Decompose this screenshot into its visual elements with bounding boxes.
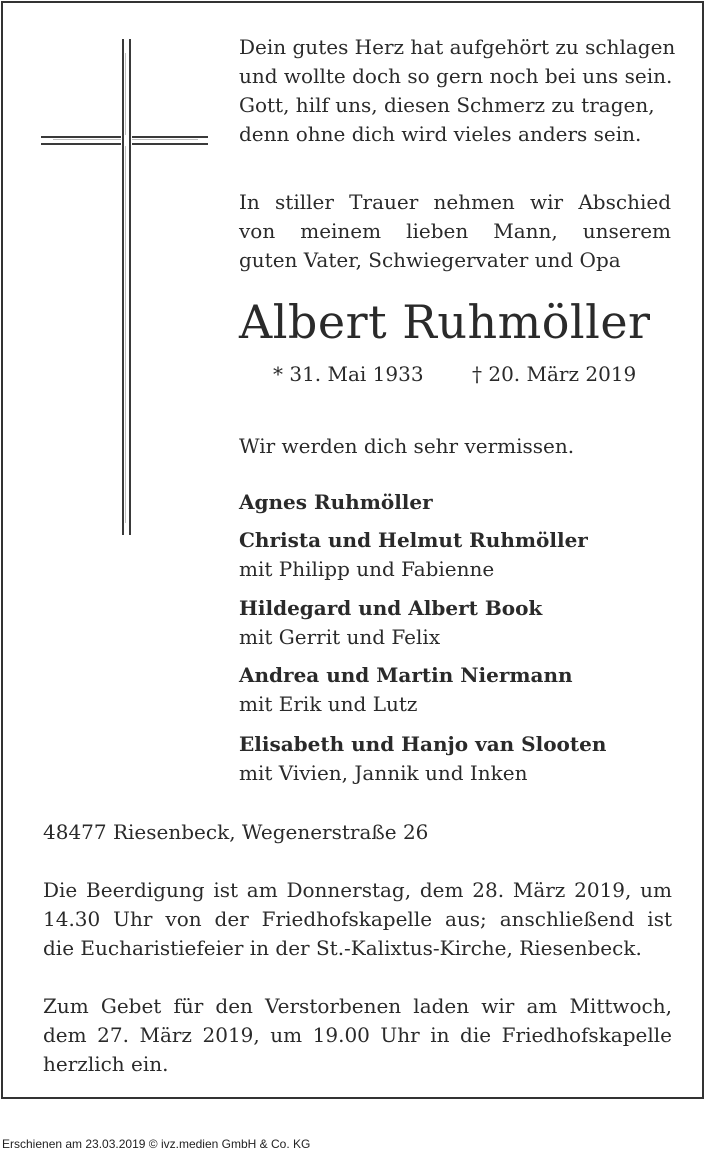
intro-line: In stiller Trauer nehmen wir Abschied: [239, 190, 671, 214]
farewell-line: Wir werden dich sehr vermissen.: [239, 434, 575, 458]
deceased-name: Albert Ruhmöller: [239, 295, 651, 349]
family-member-children: mit Philipp und Fabienne: [239, 557, 495, 581]
poem-line: und wollte doch so gern noch bei uns sein.: [239, 64, 673, 88]
family-member-name: Christa und Helmut Ruhmöller: [239, 528, 588, 552]
cross-icon: [3, 3, 243, 563]
family-member-name: Elisabeth und Hanjo van Slooten: [239, 732, 607, 756]
intro-line: von meinem lieben Mann, unserem: [239, 219, 671, 243]
family-member-name: Agnes Ruhmöller: [239, 490, 433, 514]
prayer-line: herzlich ein.: [43, 1052, 169, 1076]
funeral-line: die Eucharistiefeier in der St.-Kalixtus-Kirche, Riesenbeck.: [43, 936, 642, 960]
intro-line: guten Vater, Schwiegervater und Opa: [239, 248, 621, 272]
death-date: † 20. März 2019: [472, 362, 637, 386]
poem-line: Gott, hilf uns, diesen Schmerz zu tragen,: [239, 93, 655, 117]
family-member-children: mit Erik und Lutz: [239, 692, 418, 716]
family-member-name: Andrea und Martin Niermann: [239, 663, 573, 687]
family-address: 48477 Riesenbeck, Wegenerstraße 26: [43, 820, 429, 844]
family-member-name: Hildegard und Albert Book: [239, 596, 543, 620]
intro-text: [239, 188, 671, 275]
prayer-line: dem 27. März 2019, um 19.00 Uhr in die Friedhofskapelle: [43, 1023, 672, 1047]
birth-date: * 31. Mai 1933: [273, 362, 424, 386]
prayer-line: Zum Gebet für den Verstorbenen laden wir am Mittwoch,: [43, 994, 672, 1018]
family-member-children: mit Gerrit und Felix: [239, 625, 441, 649]
funeral-line: 14.30 Uhr von der Friedhofskapelle aus; anschließend ist: [43, 907, 672, 931]
funeral-notice: [43, 876, 672, 963]
prayer-notice: [43, 992, 672, 1079]
funeral-line: Die Beerdigung ist am Donnerstag, dem 28. März 2019, um: [43, 878, 672, 902]
poem-line: denn ohne dich wird vieles anders sein.: [239, 122, 642, 146]
family-member-children: mit Vivien, Jannik und Inken: [239, 761, 528, 785]
poem: [239, 33, 675, 149]
poem-line: Dein gutes Herz hat aufgehört zu schlagen: [239, 35, 676, 59]
obituary-frame: [1, 1, 704, 1099]
publication-footer: Erschienen am 23.03.2019 © ivz.medien GmbH & Co. KG: [2, 1137, 311, 1151]
